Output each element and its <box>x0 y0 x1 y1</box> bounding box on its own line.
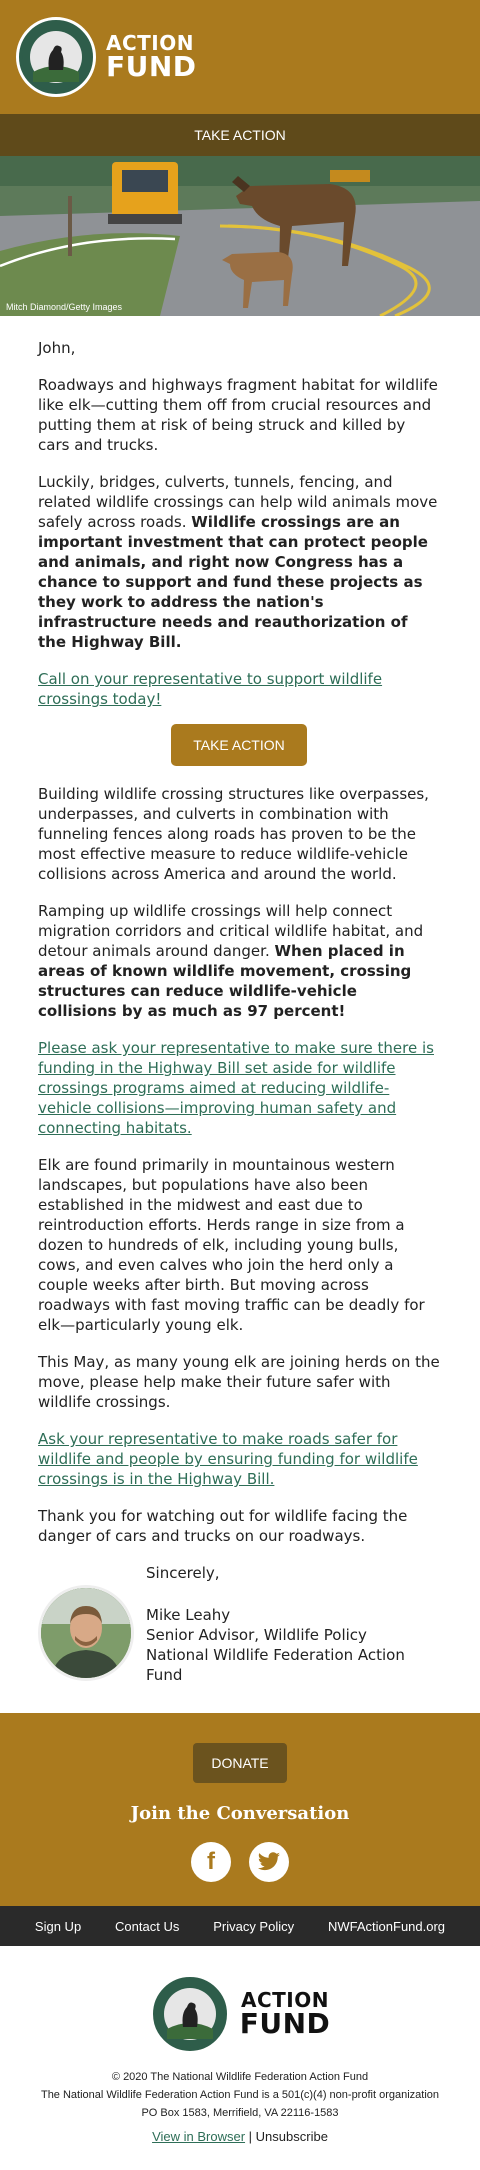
paragraph-7: Thank you for watching out for wildlife facing the danger of cars and trucks on our roadways. <box>38 1507 408 1545</box>
paragraph-2 <box>38 472 440 652</box>
footer-logo-wordmark <box>240 1990 331 2038</box>
paragraph-1: Roadways and highways fragment habitat for wildlife like elk—cutting them off from crucial resources and putting them at risk of being struck and killed by cars and trucks. <box>38 376 438 454</box>
footer-link-website[interactable]: NWFActionFund.org <box>327 1918 446 1934</box>
nwf-seal-icon <box>16 17 96 97</box>
footer-utility-links <box>20 2128 460 2146</box>
nwf-action-fund-logo[interactable] <box>16 17 197 97</box>
elk-road-illustration <box>0 156 480 316</box>
social-links <box>0 1842 480 1882</box>
email-body <box>0 316 480 1685</box>
footer-link-privacy-policy[interactable]: Privacy Policy <box>213 1918 295 1934</box>
support-crossings-link[interactable]: Call on your representative to support wildlife crossings today! <box>38 670 383 708</box>
paragraph-5: Elk are found primarily in mountainous western landscapes, but populations have also been established in the midwest and east due to reintroduction efforts. Herds range in size from a dozen to hundreds of elk, including young bulls, cows, and even calves who join the herd only a couple weeks after birth. But moving across roadways with fast moving traffic can be deadly for elk—particularly young elk. <box>38 1156 425 1334</box>
footer-link-contact-us[interactable]: Contact Us <box>115 1918 180 1934</box>
signer-name: Mike Leahy <box>146 1606 231 1624</box>
join-conversation-heading: Join the Conversation <box>130 1803 350 1824</box>
signer-org: National Wildlife Federation Action Fund <box>146 1646 405 1684</box>
mailing-address: PO Box 1583, Merrifield, VA 22116-1583 <box>141 2107 339 2119</box>
paragraph-2-bold: Wildlife crossings are an important investment that can protect people and animals, and right now Congress has a chance to support and fund these projects as they work to address the nation's infrastructure needs and reauthorization of the Highway Bill. <box>38 513 428 651</box>
footer-logo-line-2: FUND <box>239 2007 331 2040</box>
link-paragraph-3 <box>38 1429 440 1489</box>
signature-text <box>146 1563 440 1685</box>
signer-title: Senior Advisor, Wildlife Policy <box>146 1626 367 1644</box>
view-in-browser-link[interactable]: View in Browser <box>152 2129 246 2144</box>
twitter-icon[interactable] <box>249 1842 289 1882</box>
footer-logo[interactable] <box>20 1974 460 2054</box>
paragraph-6: This May, as many young elk are joining herds on the move, please help make their future safer with wildlife crossings. <box>38 1353 440 1411</box>
paragraph-4-text: Ramping up wildlife crossings will help connect migration corridors and critical wildlife habitat, and detour animals around danger. <box>38 902 424 960</box>
highway-bill-funding-link[interactable]: Please ask your representative to make sure there is funding in the Highway Bill set aside for wildlife crossings programs aimed at reducing wildlife-vehicle collisions—improving human safety and connecting habitats. <box>38 1039 434 1137</box>
hero-image[interactable] <box>0 156 480 316</box>
facebook-glyph: f <box>207 1848 215 1875</box>
avatar <box>38 1585 134 1681</box>
top-take-action-link[interactable]: TAKE ACTION <box>0 114 480 156</box>
logo-line-1: ACTION <box>106 31 194 55</box>
paragraph-2-text: Luckily, bridges, culverts, tunnels, fencing, and related wildlife crossings can help wild animals move safely across roads. <box>38 473 438 531</box>
donate-button[interactable]: DONATE <box>193 1743 286 1783</box>
paragraph-4-bold: When placed in areas of known wildlife movement, crossing structures can reduce wildlife-vehicle collisions by as much as 97 percent! <box>38 942 412 1020</box>
link-paragraph-1 <box>38 669 440 709</box>
link-paragraph-2 <box>38 1038 440 1138</box>
signature-block <box>38 1563 440 1685</box>
footer-cta <box>0 1713 480 1906</box>
roads-safer-link[interactable]: Ask your representative to make roads safer for wildlife and people by ensuring funding for wildlife crossings is in the Highway Bill. <box>38 1430 418 1488</box>
paragraph-3: Building wildlife crossing structures like overpasses, underpasses, and culverts in combination with funneling fences along roads has proven to be the most effective measure to reduce wildlife-vehicle collisions across America and around the world. <box>38 785 429 883</box>
facebook-icon[interactable] <box>191 1842 231 1882</box>
link-separator: | <box>248 2129 253 2144</box>
signoff: Sincerely, <box>146 1564 220 1582</box>
footer-nav <box>0 1906 480 1946</box>
org-description: The National Wildlife Federation Action Fund is a 501(c)(4) non-profit organization <box>40 2089 440 2101</box>
take-action-button-wrap <box>38 724 440 766</box>
greeting: John, <box>38 339 76 357</box>
twitter-bird-glyph <box>257 1852 281 1872</box>
copyright-text: © 2020 The National Wildlife Federation Action Fund <box>111 2071 369 2083</box>
footer-legal <box>0 1946 480 2170</box>
email-header <box>0 0 480 114</box>
footer-seal-icon <box>150 1974 230 2054</box>
logo-line-2: FUND <box>106 50 197 83</box>
take-action-button[interactable]: TAKE ACTION <box>171 724 307 766</box>
footer-link-sign-up[interactable]: Sign Up <box>34 1918 82 1934</box>
paragraph-4 <box>38 901 440 1021</box>
logo-wordmark <box>106 33 197 81</box>
photo-credit: Mitch Diamond/Getty Images <box>6 302 123 312</box>
footer-logo-line-1: ACTION <box>241 1988 329 2012</box>
unsubscribe-link[interactable]: Unsubscribe <box>255 2129 328 2144</box>
avatar-portrait <box>41 1588 131 1678</box>
